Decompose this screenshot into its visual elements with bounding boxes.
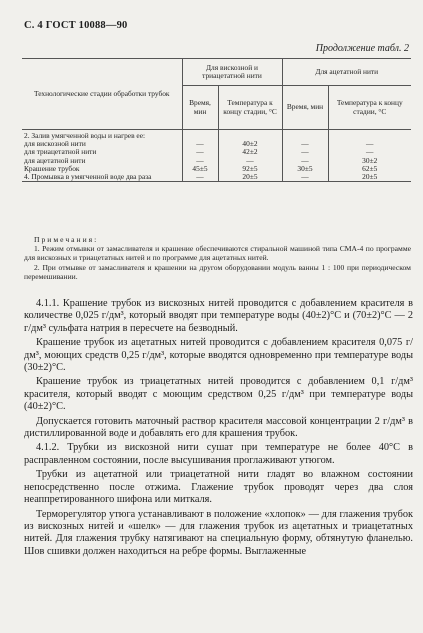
stage-cell: 2. Залив умягченной воды и нагрев ее: [24, 131, 146, 140]
time-cell: — [182, 140, 218, 148]
temperature-cell: 42±2 [218, 148, 282, 156]
body-text [24, 298, 413, 560]
table-row [22, 173, 411, 182]
temperature-cell: 30±2 [328, 157, 411, 165]
processing-stages-table [22, 58, 411, 182]
temperature-cell: 40±2 [218, 140, 282, 148]
time-cell: 45±5 [182, 165, 218, 173]
group-header-acetate: Для ацетатной нити [282, 59, 411, 86]
temperature-header-viscose: Температура к концу стадии, °С [218, 86, 282, 130]
stage-cell: 4. Промывка в умягченной воде два раза [22, 173, 182, 182]
time-cell: — [282, 173, 328, 182]
stage-column-header: Технологические стадии обработки трубок [22, 59, 182, 130]
time-cell: — [182, 157, 218, 165]
paragraph: Трубки из ацетатной или триацетатной нити гладят во влажном состоянии непосредственно после отжима. Глажение трубок проводят через два слоя неаппретированного шифона или миткаля. [24, 469, 413, 506]
time-cell: — [182, 173, 218, 182]
temperature-cell: 20±5 [218, 173, 282, 182]
time-cell: 30±5 [282, 165, 328, 173]
table-row [22, 157, 411, 165]
temperature-cell: — [218, 157, 282, 165]
temperature-cell: 92±5 [218, 165, 282, 173]
group-header-viscose: Для вискозной и триацетатной нити [182, 59, 282, 86]
stage-cell: для ацетатной нити [24, 155, 86, 165]
stage-cell: Крашение трубок [24, 163, 80, 173]
notes-title: Примечания: [34, 235, 99, 244]
paragraph: Крашение трубок из триацетатных нитей проводится с добавлением 0,1 г/дм³ красителя, который вводят с моющим средством 0,25 г/дм³ при температуре воды (40±2)°С. [24, 376, 413, 413]
paragraph: Допускается готовить маточный раствор красителя массовой концентрации 2 г/дм³ в дистиллированной воде и добавлять его для крашения трубок. [24, 415, 413, 440]
time-cell: — [282, 157, 328, 165]
table-continuation-label: Продолжение табл. 2 [315, 43, 409, 54]
paragraph: Крашение трубок из ацетатных нитей проводится с добавлением красителя 0,075 г/дм³, моющих средств 0,25 г/дм³, которые вводятся одновременно при температуре воды (30±2)°С. [24, 337, 413, 374]
note-1: 1. Режим отмывки от замасливателя и крашение обеспечиваются стиральной машиной типа СМА-4 по программе для вискозных и триацетатных нитей и по программе для ацетатных нитей. [24, 244, 411, 263]
time-cell: — [282, 148, 328, 156]
note-2: 2. При отмывке от замасливателя и крашении на другом оборудовании модуль ванны 1 : 100 при периодическом перемешивании. [24, 262, 411, 281]
time-header-acetate: Время, мин [282, 86, 328, 130]
table-notes [24, 235, 411, 281]
temperature-header-acetate: Температура к концу стадии, °С [328, 86, 411, 130]
temperature-cell: 62±5 [328, 165, 411, 173]
time-cell: — [182, 148, 218, 156]
temperature-cell: — [328, 140, 411, 148]
stage-cell: для триацетатной нити [24, 147, 97, 157]
temperature-cell: 20±5 [328, 173, 411, 182]
paragraph: 4.1.1. Крашение трубок из вискозных нитей проводится с добавлением красителя в количестве 0,025 г/дм³, который вводят при температуре воды (40±2)°С и (70±2)°С — 2 г/дм³ сульфата натрия в пересчете на безводный. [24, 298, 413, 334]
time-cell: — [282, 140, 328, 148]
page-header: С. 4 ГОСТ 10088—90 [24, 20, 128, 31]
temperature-cell: — [328, 148, 411, 156]
paragraph: 4.1.2. Трубки из вискозной нити сушат при температуре не более 40°С в расправленном состоянии, после высушивания проглаживают утюгом. [24, 442, 413, 466]
time-header-viscose: Время, мин [182, 86, 218, 130]
stage-cell: для вискозной нити [24, 139, 86, 149]
paragraph: Терморегулятор утюга устанавливают в положение «хлопок» — для глажения трубок из вискозных нитей и «шелк» — для глажения трубок из ацетатных и триацетатных нитей. Для глажения трубку натягивают на специальную форму, обтянутую фланелью. Шов сшивки должен находиться на ребре формы. Выглаженные [24, 508, 413, 557]
